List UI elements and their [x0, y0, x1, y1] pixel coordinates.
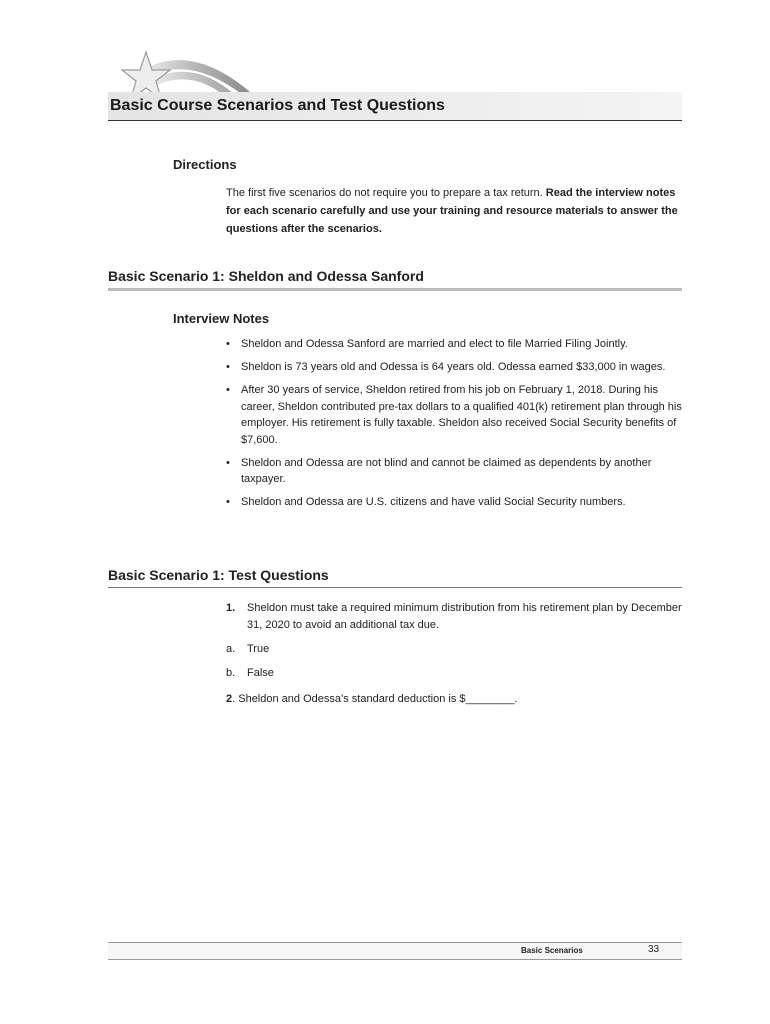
directions-heading: Directions — [173, 157, 237, 172]
option-letter: a. — [226, 643, 236, 655]
bullet-icon: • — [226, 361, 230, 373]
page-title-bar — [108, 92, 682, 121]
question-1-number: 1. — [226, 602, 236, 614]
note-text: Sheldon is 73 years old and Odessa is 64 years old. Odessa earned $33,000 in wages. — [241, 361, 666, 373]
bullet-icon: • — [226, 496, 230, 508]
note-text: Sheldon and Odessa are U.S. citizens and have valid Social Security numbers. — [241, 496, 626, 508]
footer-label: Basic Scenarios — [521, 946, 583, 955]
list-item — [226, 359, 682, 376]
option-letter: b. — [226, 667, 236, 679]
list-item — [226, 382, 682, 448]
page-footer — [108, 942, 682, 960]
list-item — [226, 455, 682, 488]
note-text: Sheldon and Odessa Sanford are married and elect to file Married Filing Jointly. — [241, 338, 628, 350]
interview-notes-list — [226, 336, 682, 517]
question-1-option-b — [226, 667, 274, 679]
directions-text-bold: Read the interview notes for each scenario carefully and use your training and resource materials to answer the questions after the scenarios. — [226, 187, 678, 235]
question-2-number: 2 — [226, 693, 233, 705]
question-2 — [226, 693, 518, 705]
list-item — [226, 336, 682, 353]
page-number: 33 — [648, 944, 660, 955]
directions-text — [226, 184, 682, 238]
note-text: Sheldon and Odessa are not blind and cannot be claimed as dependents by another taxpayer. — [241, 456, 652, 485]
option-text: True — [247, 643, 270, 655]
directions-text-normal: The first five scenarios do not require you to prepare a tax return. — [226, 187, 546, 199]
list-item — [226, 494, 682, 511]
note-text: After 30 years of service, Sheldon retired from his job on February 1, 2018. During his career, Sheldon contributed pre-tax dollars to a qualified 401(k) retirement plan through his employer. His retirement is fully taxable. Sheldon also received Social Security benefits of $7,600. — [241, 384, 682, 446]
option-text: False — [247, 667, 274, 679]
test-title: Basic Scenario 1: Test Questions — [108, 567, 329, 583]
question-1-text: Sheldon must take a required minimum distribution from his retirement plan by December 31, 2020 to avoid an additional tax due. — [247, 602, 682, 631]
bullet-icon: • — [226, 338, 230, 350]
bullet-icon: • — [226, 456, 230, 469]
question-2-text: . Sheldon and Odessa’s standard deduction is $________. — [232, 693, 518, 705]
bullet-icon: • — [226, 384, 230, 396]
page-title: Basic Course Scenarios and Test Questions — [110, 97, 445, 114]
question-1 — [226, 600, 682, 634]
question-1-option-a — [226, 643, 269, 655]
test-section-header — [108, 567, 682, 588]
scenario-section-header — [108, 268, 682, 291]
interview-notes-heading: Interview Notes — [173, 311, 270, 326]
scenario-title: Basic Scenario 1: Sheldon and Odessa Sanford — [108, 268, 424, 284]
